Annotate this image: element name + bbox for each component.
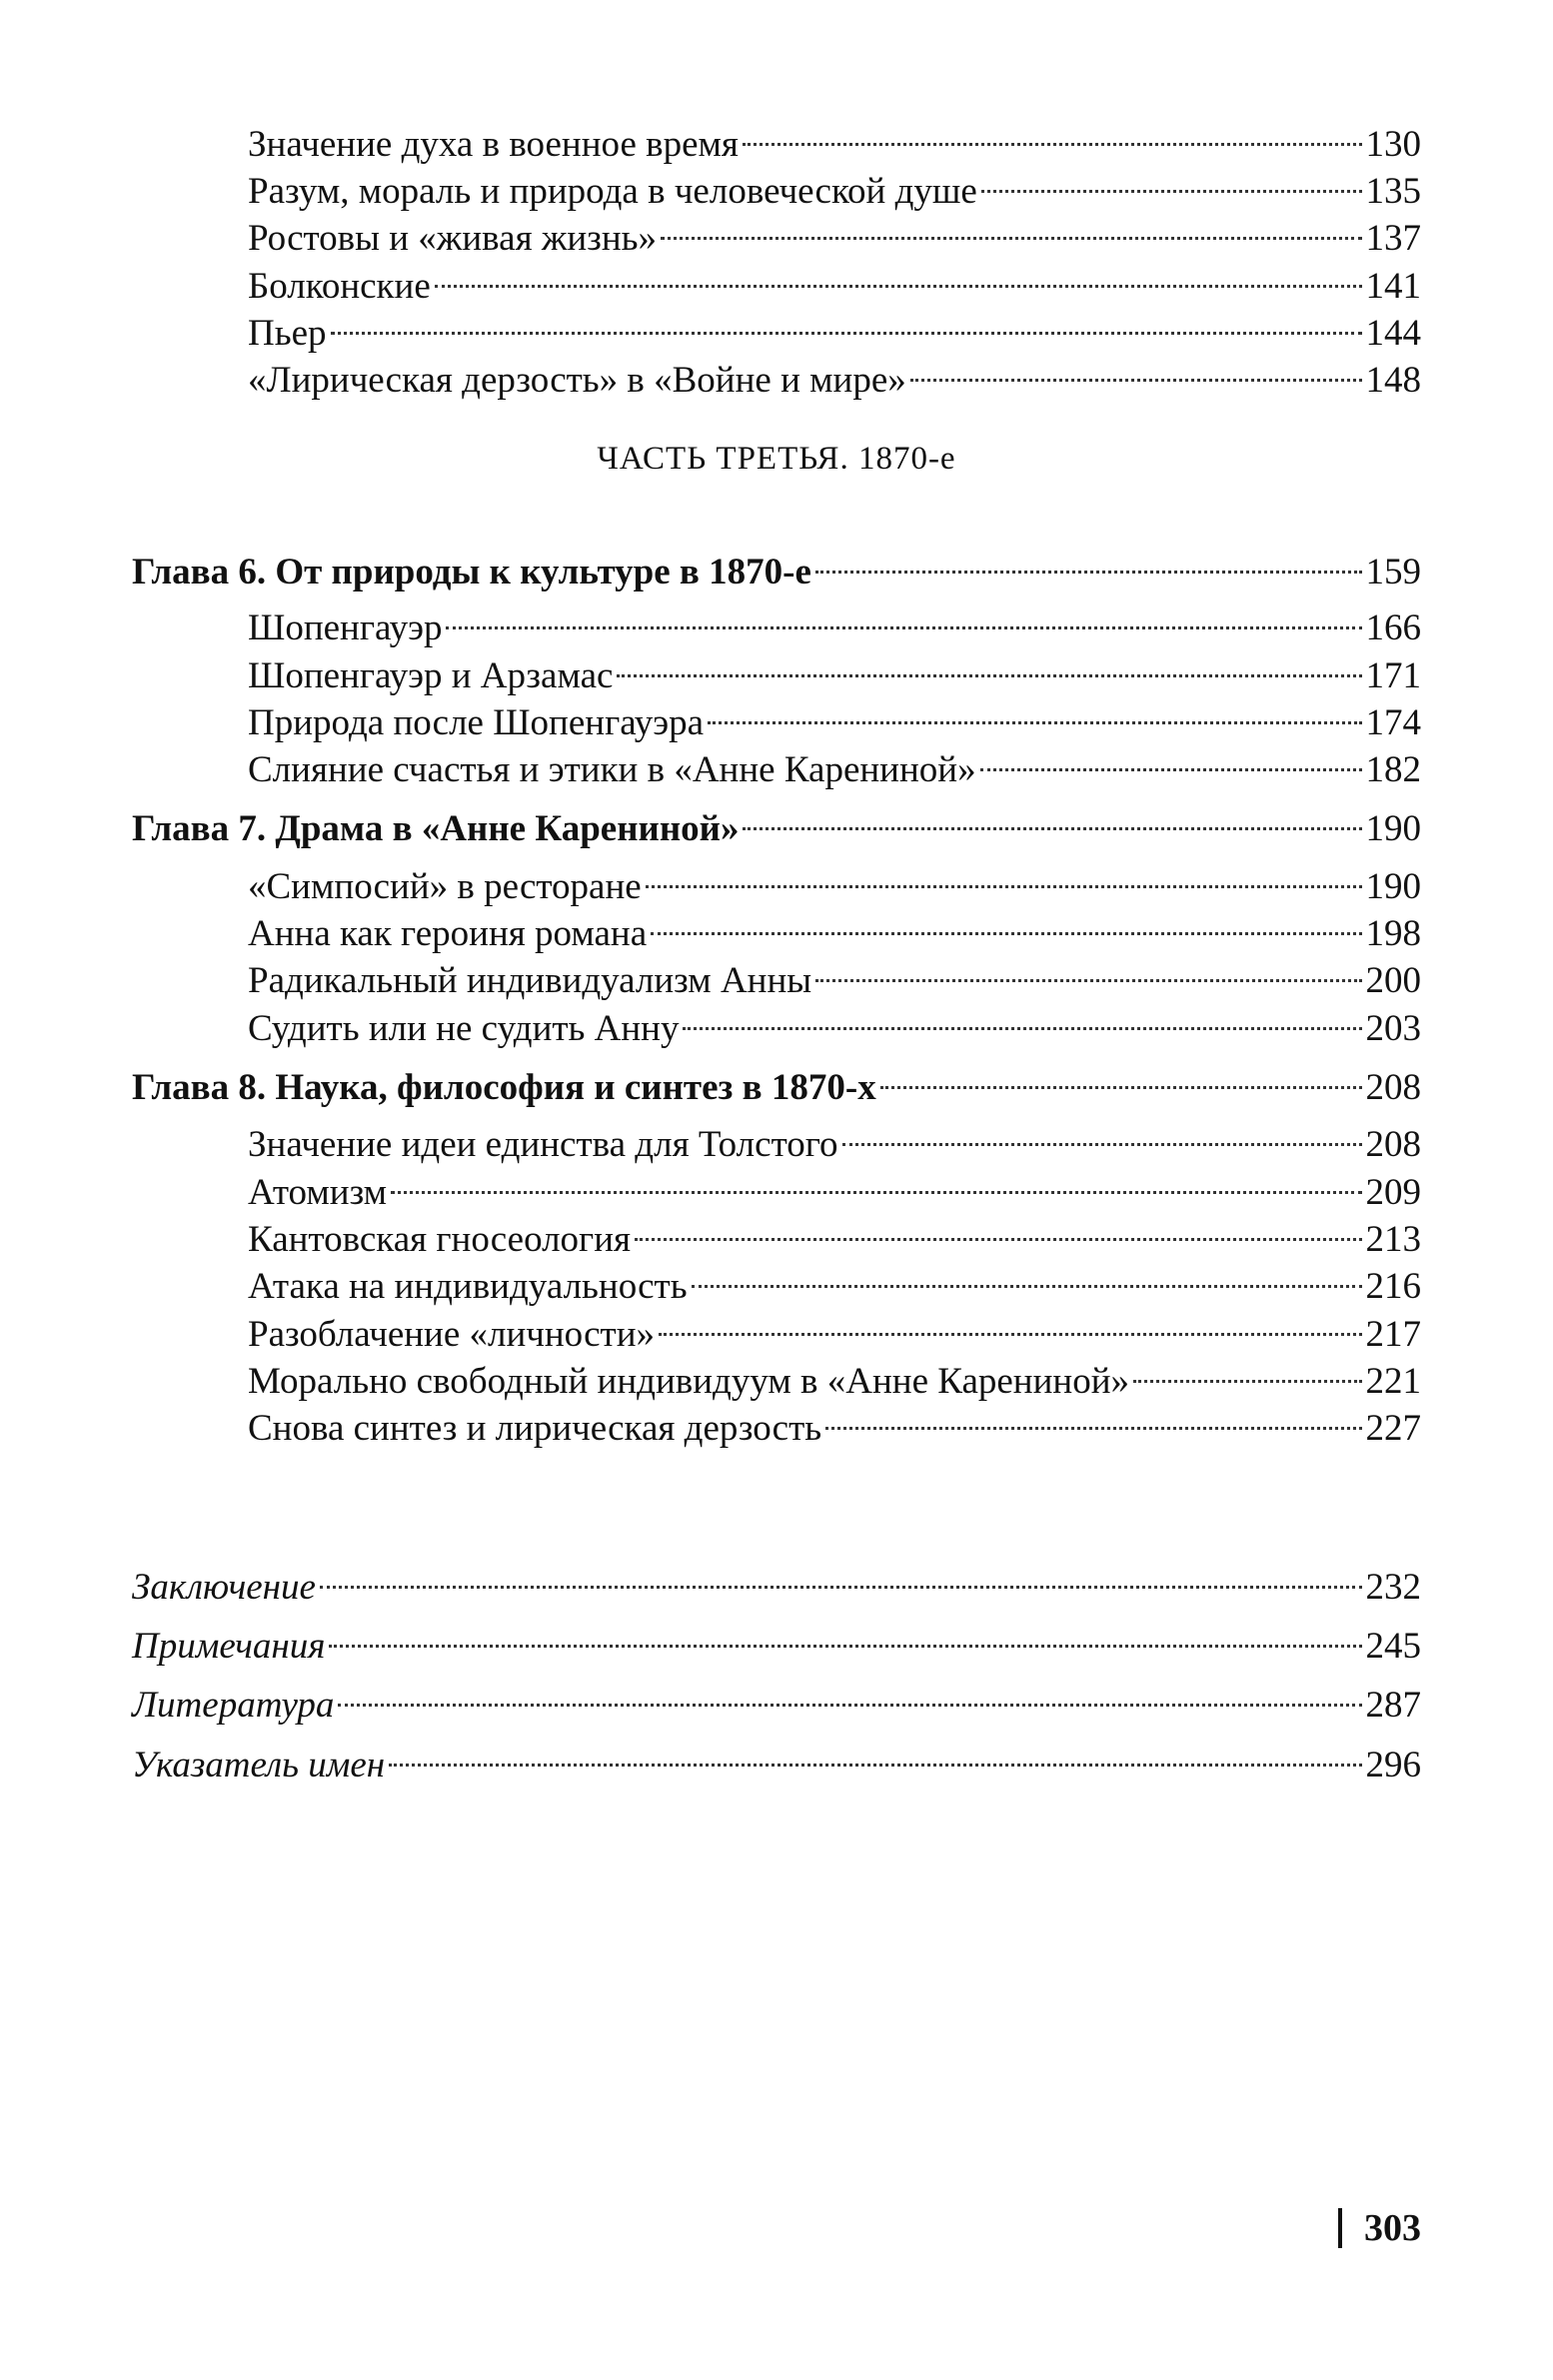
back-matter-title: Указатель имен [132,1745,386,1785]
part-heading: ЧАСТЬ ТРЕТЬЯ. 1870-е [597,441,956,477]
toc-entry-page: 203 [1365,1008,1421,1049]
dot-leader [815,948,1361,992]
chapter-page: 208 [1365,1067,1421,1108]
toc-entry[interactable] [248,159,1421,212]
dot-leader [743,796,1361,840]
dot-leader [910,348,1362,392]
toc-entry[interactable] [248,1207,1421,1260]
back-matter-title: Заключение [132,1567,316,1608]
back-matter-entry[interactable] [132,1614,1421,1667]
chapter-page: 159 [1365,552,1421,593]
dot-leader [743,112,1362,156]
dot-leader [391,1160,1361,1204]
dot-leader [446,595,1361,639]
chapter-title: Глава 6. От природы к культуре в 1870-е [132,552,811,593]
toc-entry-page: 166 [1365,607,1421,648]
chapter-title: Глава 7. Драма в «Анне Карениной» [132,808,740,849]
toc-entry[interactable] [248,206,1421,259]
toc-entry[interactable] [248,301,1421,354]
toc-entry[interactable] [248,690,1421,743]
dot-leader [320,1555,1362,1599]
toc-entry-title: Радикальный индивидуализм Анны [248,960,812,1001]
dot-leader [683,996,1361,1040]
toc-entry-title: Атака на индивидуальность [248,1266,688,1307]
toc-entry-title: Ростовы и «живая жизнь» [248,218,658,259]
back-matter-page: 296 [1365,1745,1421,1785]
page-number-value: 303 [1364,2207,1421,2249]
chapter-entry[interactable] [132,796,1421,849]
toc-entry[interactable] [248,901,1421,954]
back-matter-entry[interactable] [132,1555,1421,1608]
toc-entry-title: Шопенгауэр и Арзамас [248,655,614,696]
toc-entry-page: 141 [1365,266,1421,307]
toc-entry-title: «Симпосий» в ресторане [248,866,642,907]
back-matter-page: 232 [1365,1567,1421,1608]
toc-entry-page: 213 [1365,1219,1421,1260]
toc-entry-page: 208 [1365,1124,1421,1165]
toc-entry[interactable] [248,1112,1421,1165]
toc-entry-title: Морально свободный индивидуум в «Анне Карениной» [248,1361,1130,1402]
toc-entry-page: 174 [1365,702,1421,743]
toc-entry-page: 217 [1365,1314,1421,1355]
toc-entry[interactable] [248,948,1421,1001]
toc-entry-page: 148 [1365,360,1421,401]
page-number [1338,2206,1421,2250]
toc-entry[interactable] [248,854,1421,907]
chapter-entry[interactable] [132,540,1421,593]
toc-entry-title: Снова синтез и лирическая дерзость [248,1408,822,1449]
toc-entry-title: Значение идеи единства для Толстого [248,1124,838,1165]
toc-entry[interactable] [248,643,1421,696]
dot-leader [708,690,1361,734]
toc-entry[interactable] [248,254,1421,307]
back-matter-page: 245 [1365,1626,1421,1667]
toc-entry-page: 130 [1365,124,1421,165]
dot-leader [815,540,1362,584]
toc-entry-page: 190 [1365,866,1421,907]
page-number-rule [1338,2208,1342,2248]
toc-entry-title: Разум, мораль и природа в человеческой душе [248,171,977,212]
dot-leader [981,159,1362,203]
toc-entry[interactable] [248,1254,1421,1307]
toc-entry[interactable] [248,348,1421,401]
dot-leader [825,1396,1361,1440]
toc-entry-title: Разоблачение «личности» [248,1314,655,1355]
toc-entry-title: Анна как героиня романа [248,913,648,954]
toc-entry[interactable] [248,1160,1421,1213]
dot-leader [389,1733,1361,1777]
toc-entry-title: Пьер [248,313,327,354]
toc-entry[interactable] [248,1396,1421,1449]
toc-entry[interactable] [248,737,1421,790]
back-matter-title: Литература [132,1685,335,1726]
toc-entry-title: Атомизм [248,1172,388,1213]
chapter-page: 190 [1365,808,1421,849]
toc-entry-page: 171 [1365,655,1421,696]
back-matter-page: 287 [1365,1685,1421,1726]
toc-entry-title: Слияние счастья и этики в «Анне Карениной» [248,749,976,790]
toc-entry-page: 135 [1365,171,1421,212]
toc-entry-page: 182 [1365,749,1421,790]
toc-entry[interactable] [248,1302,1421,1355]
dot-leader [659,1302,1362,1346]
back-matter-entry[interactable] [132,1673,1421,1726]
back-matter-entry[interactable] [132,1733,1421,1785]
dot-leader [842,1112,1362,1156]
chapter-entry[interactable] [132,1055,1421,1108]
dot-leader [1133,1349,1361,1393]
toc-entry-page: 200 [1365,960,1421,1001]
dot-leader [338,1673,1361,1717]
toc-entry-title: Значение духа в военное время [248,124,739,165]
dot-leader [331,301,1362,345]
toc-entry-page: 144 [1365,313,1421,354]
dot-leader [651,901,1361,945]
dot-leader [617,643,1361,687]
toc-entry[interactable] [248,112,1421,165]
toc-entry-page: 216 [1365,1266,1421,1307]
dot-leader [880,1055,1362,1099]
dot-leader [646,854,1362,898]
toc-entry-title: Шопенгауэр [248,607,443,648]
toc-entry-page: 198 [1365,913,1421,954]
toc-entry-page: 227 [1365,1408,1421,1449]
toc-entry-title: Кантовская гносеология [248,1219,632,1260]
dot-leader [980,737,1362,781]
toc-entry-title: Судить или не судить Анну [248,1008,680,1049]
dot-leader [635,1207,1361,1251]
back-matter-title: Примечания [132,1626,326,1667]
dot-leader [329,1614,1361,1658]
toc-entry-title: Природа после Шопенгауэра [248,702,705,743]
toc-entry[interactable] [248,595,1421,648]
toc-entry-title: «Лирическая дерзость» в «Войне и мире» [248,360,906,401]
toc-entry-page: 137 [1365,218,1421,259]
chapter-title: Глава 8. Наука, философия и синтез в 1870-х [132,1067,876,1108]
toc-entry[interactable] [248,1349,1421,1402]
toc-entry-title: Болконские [248,266,431,307]
toc-entry-page: 221 [1365,1361,1421,1402]
dot-leader [435,254,1362,298]
dot-leader [692,1254,1362,1298]
dot-leader [661,206,1361,250]
toc-entry-page: 209 [1365,1172,1421,1213]
toc-entry[interactable] [248,996,1421,1049]
